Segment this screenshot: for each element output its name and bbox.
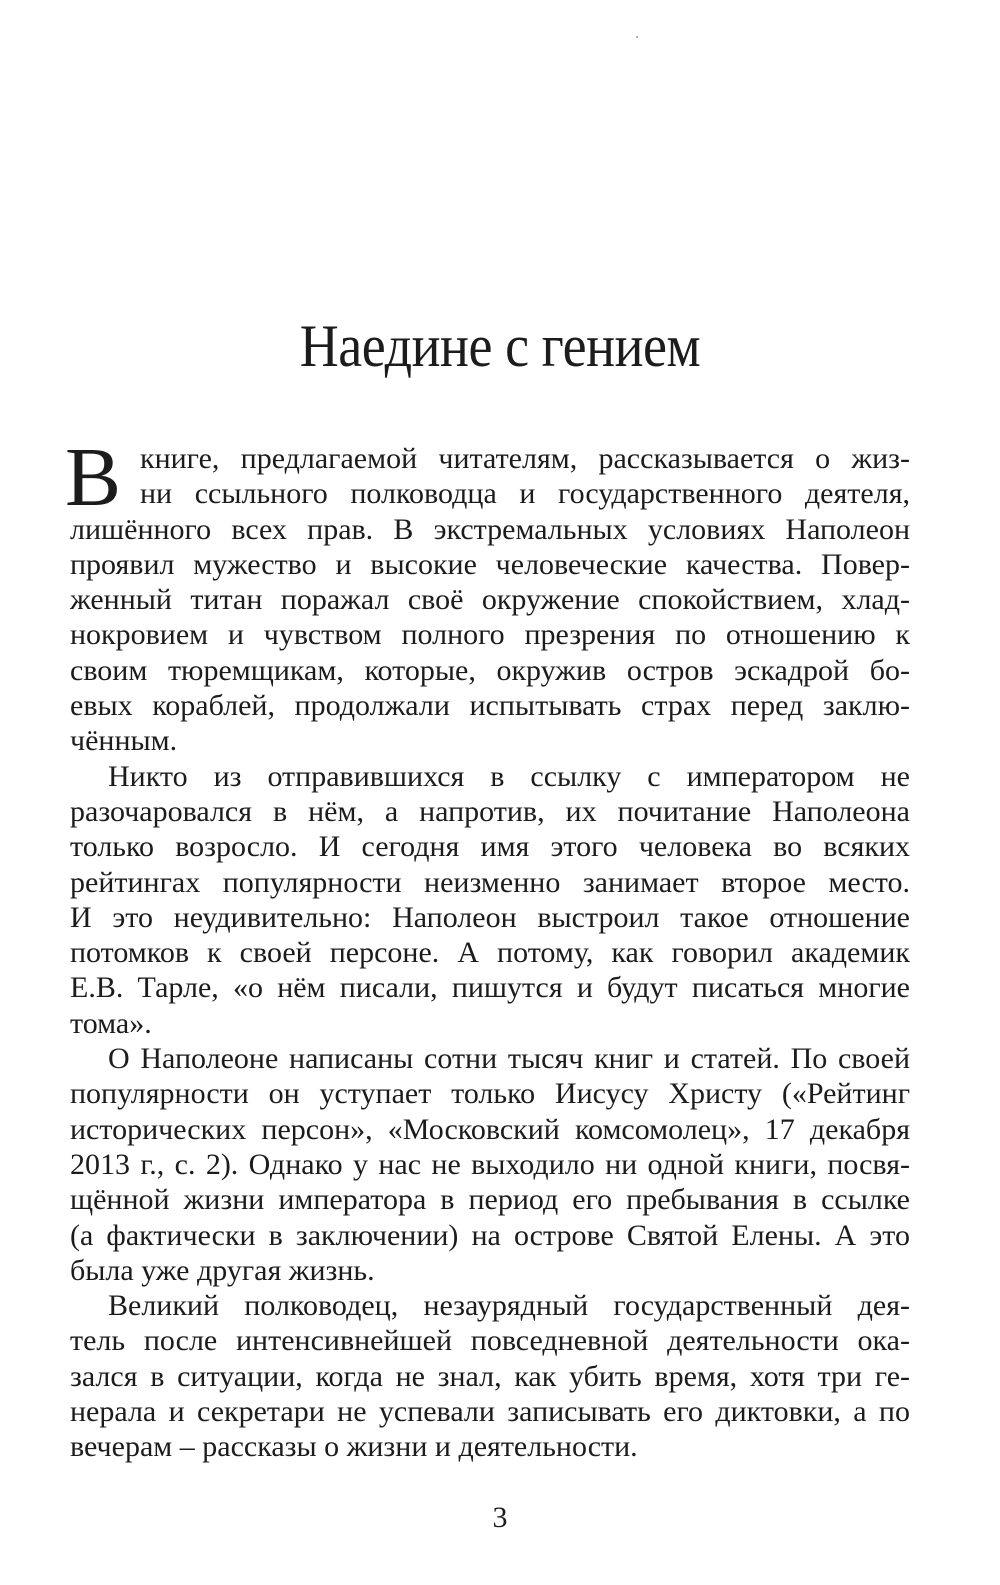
text-line: ни ссыльного полководца и государственного деятеля, <box>140 477 910 511</box>
text-line: нокровием и чувством полного презрения по отношению к <box>70 618 910 652</box>
text-line: И это неудивительно: Наполеон выстроил такое отношение <box>70 900 910 934</box>
text-line: Е.В. Тарле, «о нём писали, пишутся и будут писаться многие <box>70 971 910 1005</box>
page-number: 3 <box>492 1501 508 1534</box>
text-line: тель после интенсивнейшей повседневной деятельности ока- <box>70 1324 910 1358</box>
text-line: чённым. <box>70 724 178 758</box>
text-line: потомков к своей персоне. А потому, как говорил академик <box>70 936 910 970</box>
text-line: евых кораблей, продолжали испытывать страх перед заклю- <box>70 689 910 723</box>
text-line: рейтингах популярности неизменно занимает второе место. <box>70 865 910 899</box>
text-line: Никто из отправившихся в ссылку с императором не <box>108 759 910 793</box>
text-line: исторических персон», «Московский комсомолец», 17 декабря <box>70 1112 910 1146</box>
body-text <box>65 431 910 1465</box>
text-line: тома». <box>70 1006 152 1040</box>
text-line: только возросло. И сегодня имя этого человека во всяких <box>70 830 910 864</box>
paragraph-3 <box>70 1041 910 1288</box>
text-line: (а фактически в заключении) на острове Святой Елены. А это <box>70 1218 910 1252</box>
scan-speck <box>636 36 638 38</box>
text-line: разочаровался в нём, а напротив, их почитание Наполеона <box>70 794 910 828</box>
text-line: Великий полководец, незаурядный государственный дея- <box>108 1289 910 1323</box>
text-line: вечерам – рассказы о жизни и деятельности. <box>70 1430 638 1464</box>
text-line: своим тюремщикам, которые, окружив остров эскадрой бо- <box>70 653 910 687</box>
text-line: книге, предлагаемой читателям, рассказывается о жиз- <box>140 442 910 475</box>
paragraph-4 <box>70 1288 910 1464</box>
text-line: щённой жизни императора в период его пребывания в ссылке <box>70 1183 910 1217</box>
text-line: была уже другая жизнь. <box>70 1253 375 1287</box>
text-line: О Наполеоне написаны сотни тысяч книг и статей. По своей <box>108 1042 910 1076</box>
paragraph-2 <box>70 759 910 1041</box>
dropcap-block <box>65 431 910 524</box>
text-line: лишённого всех прав. В экстремальных условиях Наполеон <box>70 512 910 546</box>
chapter-title: Наедине с гением <box>299 313 701 379</box>
text-line: зался в ситуации, когда не знал, как убить время, хотя три ге- <box>70 1359 910 1393</box>
text-line: нерала и секретари не успевали записывать его диктовки, а по <box>70 1395 910 1429</box>
text-line: проявил мужество и высокие человеческие качества. Повер- <box>70 547 910 581</box>
text-line: женный титан поражал своё окружение спокойствием, хлад- <box>70 583 910 617</box>
text-line: 2013 г., с. 2). Однако у нас не выходило ни одной книги, посвя- <box>70 1147 910 1181</box>
drop-cap: В <box>65 431 122 524</box>
paragraph-1 <box>65 431 910 759</box>
text-line: популярности он уступает только Иисусу Христу («Рейтинг <box>70 1077 910 1111</box>
